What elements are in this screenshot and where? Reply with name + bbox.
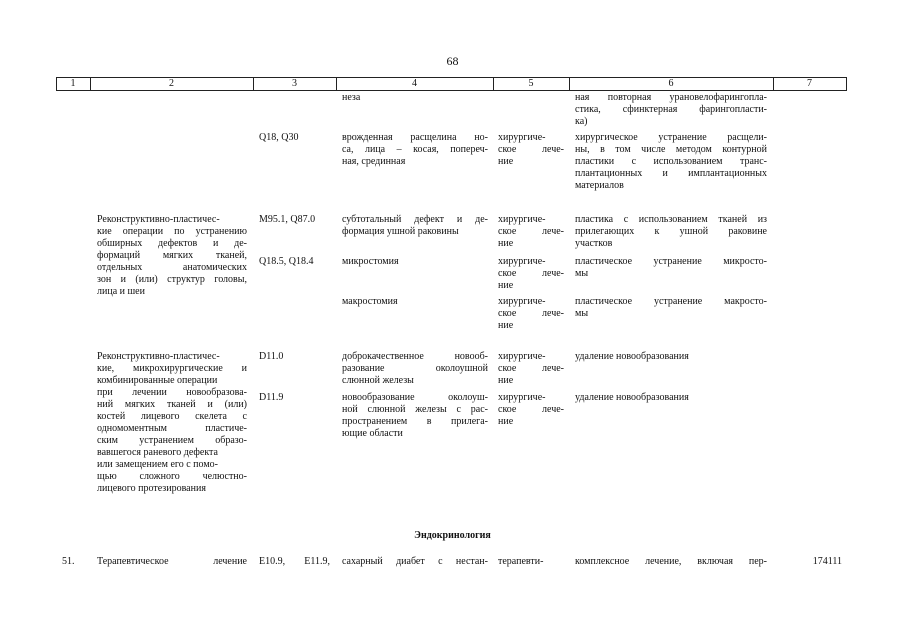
cell-treatment-type: терапевти- bbox=[498, 556, 544, 567]
cell-diagnosis: макростомия bbox=[342, 296, 398, 307]
cell-diagnosis: субтотальный дефект и де- формация ушной раковины bbox=[342, 214, 488, 237]
cell-method: удаление новообразования bbox=[575, 392, 689, 403]
column-number: 2 bbox=[169, 78, 174, 89]
cell-row-number: 51. bbox=[62, 556, 75, 567]
cell-method: хирургическое устранение расщели- ны, в том числе методом контурной пластики с использованием транс- плантационных и имплантационных материалов bbox=[575, 132, 767, 191]
cell-diagnosis: микростомия bbox=[342, 256, 399, 267]
column-number: 6 bbox=[668, 78, 674, 89]
cell-treatment-type: хирургиче- ское лече- ние bbox=[498, 351, 564, 386]
column-number: 3 bbox=[292, 78, 297, 89]
page-number: 68 bbox=[446, 54, 459, 68]
cell-treatment-type: хирургиче- ское лече- ние bbox=[498, 256, 564, 291]
cell-code: Q18.5, Q18.4 bbox=[259, 256, 314, 267]
cell-diagnosis: неза bbox=[342, 92, 361, 103]
cell-cost: 174111 bbox=[812, 556, 842, 567]
cell-code: Q18, Q30 bbox=[259, 132, 299, 143]
cell-method: удаление новообразования bbox=[575, 351, 689, 362]
cell-code: D11.0 bbox=[259, 351, 284, 362]
cell-code: E10.9, E11.9, bbox=[259, 556, 330, 567]
cell-intervention: Терапевтическое лечение bbox=[97, 556, 247, 567]
cell-method: пластическое устранение микросто- мы bbox=[575, 256, 767, 279]
header-bottom-line bbox=[56, 90, 847, 91]
header-divider bbox=[846, 77, 847, 90]
cell-method: пластика с использованием тканей из прилегающих к ушной раковине участков bbox=[575, 214, 767, 249]
cell-diagnosis: доброкачественное новооб- разование околоушной слюнной железы bbox=[342, 351, 488, 386]
cell-intervention: Реконструктивно-пластичес- кие операции по устранению обширных дефектов и де- формаций мягких тканей, отдельных анатомических зон и (или) структур головы, лица и шеи bbox=[97, 214, 247, 297]
cell-code: M95.1, Q87.0 bbox=[259, 214, 316, 225]
column-number: 5 bbox=[528, 78, 534, 89]
cell-treatment-type: хирургиче- ское лече- ние bbox=[498, 392, 564, 427]
cell-code: D11.9 bbox=[259, 392, 284, 403]
cell-diagnosis: сахарный диабет с нестан- bbox=[342, 556, 488, 567]
cell-method: ная повторная урановелофарингопла- стика, сфинктерная фарингопласти- ка) bbox=[575, 92, 767, 127]
cell-treatment-type: хирургиче- ское лече- ние bbox=[498, 214, 564, 249]
cell-diagnosis: врожденная расщелина но- са, лица – косая, попереч- ная, срединная bbox=[342, 132, 488, 167]
section-title: Эндокринология bbox=[414, 530, 491, 541]
cell-method: комплексное лечение, включая пер- bbox=[575, 556, 767, 567]
column-number: 1 bbox=[70, 78, 76, 89]
cell-treatment-type: хирургиче- ское лече- ние bbox=[498, 132, 564, 167]
column-number: 4 bbox=[412, 78, 417, 89]
column-number: 7 bbox=[807, 78, 812, 89]
cell-treatment-type: хирургиче- ское лече- ние bbox=[498, 296, 564, 331]
cell-intervention: Реконструктивно-пластичес- кие, микрохирургические и комбинированные операции при лечении новообразова- ний мягких тканей и (или) костей лицевого скелета с одномоментным пластиче- ским устранением образо- вавшегося раневого дефекта или замещением его с помо- щью сложного челюстно- лицевого протезирования bbox=[97, 351, 247, 494]
cell-diagnosis: новообразование околоуш- ной слюнной железы с рас- пространением в прилега- ющие области bbox=[342, 392, 488, 439]
cell-method: пластическое устранение макросто- мы bbox=[575, 296, 767, 319]
